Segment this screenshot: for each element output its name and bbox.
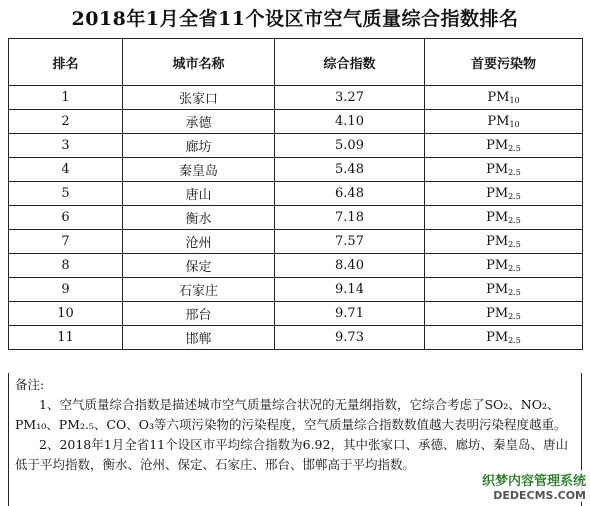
pollutant-main: PM <box>487 90 510 105</box>
city-cell: 承德 <box>123 110 275 134</box>
pollutant-main: PM <box>486 258 509 273</box>
rank-cell: 4 <box>9 158 123 182</box>
header-city: 城市名称 <box>123 39 275 86</box>
pollutant-subscript: 2.5 <box>508 168 521 177</box>
pollutant-main: PM <box>486 162 509 177</box>
watermark-line-2: DEDECMS.COM <box>482 489 586 502</box>
pollutant-main: PM <box>486 234 509 249</box>
city-cell: 邯郸 <box>123 326 275 350</box>
rank-cell: 3 <box>9 134 123 158</box>
pollutant-main: PM <box>486 330 509 345</box>
city-cell: 秦皇岛 <box>123 158 275 182</box>
index-cell: 5.48 <box>275 158 425 182</box>
table-row <box>9 158 583 182</box>
table-row <box>9 326 583 350</box>
index-cell: 7.18 <box>275 206 425 230</box>
city-cell: 张家口 <box>123 86 275 110</box>
rank-cell: 5 <box>9 182 123 206</box>
pollutant-subscript: 10 <box>509 120 520 129</box>
pollutant-cell <box>425 254 583 278</box>
pollutant-main: PM <box>486 186 509 201</box>
table-row <box>9 86 583 110</box>
table-row <box>9 302 583 326</box>
rank-cell: 6 <box>9 206 123 230</box>
city-cell: 廊坊 <box>123 134 275 158</box>
index-cell: 7.57 <box>275 230 425 254</box>
pollutant-main: PM <box>487 114 510 129</box>
rank-cell: 1 <box>9 86 123 110</box>
table-row <box>9 206 583 230</box>
rank-cell: 7 <box>9 230 123 254</box>
rank-cell: 8 <box>9 254 123 278</box>
table-row <box>9 278 583 302</box>
rank-cell: 10 <box>9 302 123 326</box>
city-cell: 沧州 <box>123 230 275 254</box>
pollutant-subscript: 2.5 <box>508 240 521 249</box>
table-row <box>9 254 583 278</box>
note-2: 2、2018年1月全省11个设区市平均综合指数为6.92，其中张家口、承德、廊坊、秦皇岛、唐山低于平均指数，衡水、沧州、保定、石家庄、邢台、邯郸高于平均指数。 <box>15 437 568 472</box>
watermark <box>482 470 586 502</box>
pollutant-subscript: 2.5 <box>508 144 521 153</box>
pollutant-subscript: 2.5 <box>508 216 521 225</box>
city-cell: 唐山 <box>123 182 275 206</box>
table-header-row <box>9 39 583 86</box>
ranking-table <box>8 38 583 350</box>
pollutant-cell <box>425 86 583 110</box>
pollutant-cell <box>425 302 583 326</box>
pollutant-subscript: 2.5 <box>508 336 521 345</box>
header-pollutant: 首要污染物 <box>425 39 583 86</box>
pollutant-cell <box>425 326 583 350</box>
pollutant-cell <box>425 278 583 302</box>
notes-label: 备注: <box>15 377 45 392</box>
city-cell: 邢台 <box>123 302 275 326</box>
table-row <box>9 134 583 158</box>
page-title: 2018年1月全省11个设区市空气质量综合指数排名 <box>71 8 519 30</box>
pollutant-cell <box>425 158 583 182</box>
pollutant-subscript: 2.5 <box>508 288 521 297</box>
table-row <box>9 182 583 206</box>
index-cell: 4.10 <box>275 110 425 134</box>
rank-cell: 11 <box>9 326 123 350</box>
table-row <box>9 230 583 254</box>
city-cell: 衡水 <box>123 206 275 230</box>
pollutant-cell <box>425 182 583 206</box>
table-body <box>9 86 583 350</box>
table-row <box>9 110 583 134</box>
index-cell: 9.71 <box>275 302 425 326</box>
index-cell: 6.48 <box>275 182 425 206</box>
rank-cell: 9 <box>9 278 123 302</box>
note-1: 1、空气质量综合指数是描述城市空气质量综合状况的无量纲指数，它综合考虑了SO₂、NO₂、PM₁₀、PM₂.₅、CO、O₃等六项污染物的污染程度，空气质量综合指数数值越大表明污染程度越重。 <box>15 397 567 432</box>
index-cell: 5.09 <box>275 134 425 158</box>
rank-cell: 2 <box>9 110 123 134</box>
index-cell: 8.40 <box>275 254 425 278</box>
index-cell: 9.73 <box>275 326 425 350</box>
pollutant-subscript: 2.5 <box>508 264 521 273</box>
pollutant-main: PM <box>486 210 509 225</box>
pollutant-subscript: 10 <box>509 96 520 105</box>
pollutant-main: PM <box>486 306 509 321</box>
header-rank: 排名 <box>9 39 123 86</box>
pollutant-cell <box>425 230 583 254</box>
index-cell: 9.14 <box>275 278 425 302</box>
pollutant-cell <box>425 134 583 158</box>
city-cell: 石家庄 <box>123 278 275 302</box>
city-cell: 保定 <box>123 254 275 278</box>
header-index: 综合指数 <box>275 39 425 86</box>
pollutant-main: PM <box>486 138 509 153</box>
pollutant-subscript: 2.5 <box>508 312 521 321</box>
index-cell: 3.27 <box>275 86 425 110</box>
pollutant-main: PM <box>486 282 509 297</box>
watermark-line-1: 织梦内容管理系统 <box>482 470 586 489</box>
pollutant-subscript: 2.5 <box>508 192 521 201</box>
pollutant-cell <box>425 206 583 230</box>
pollutant-cell <box>425 110 583 134</box>
